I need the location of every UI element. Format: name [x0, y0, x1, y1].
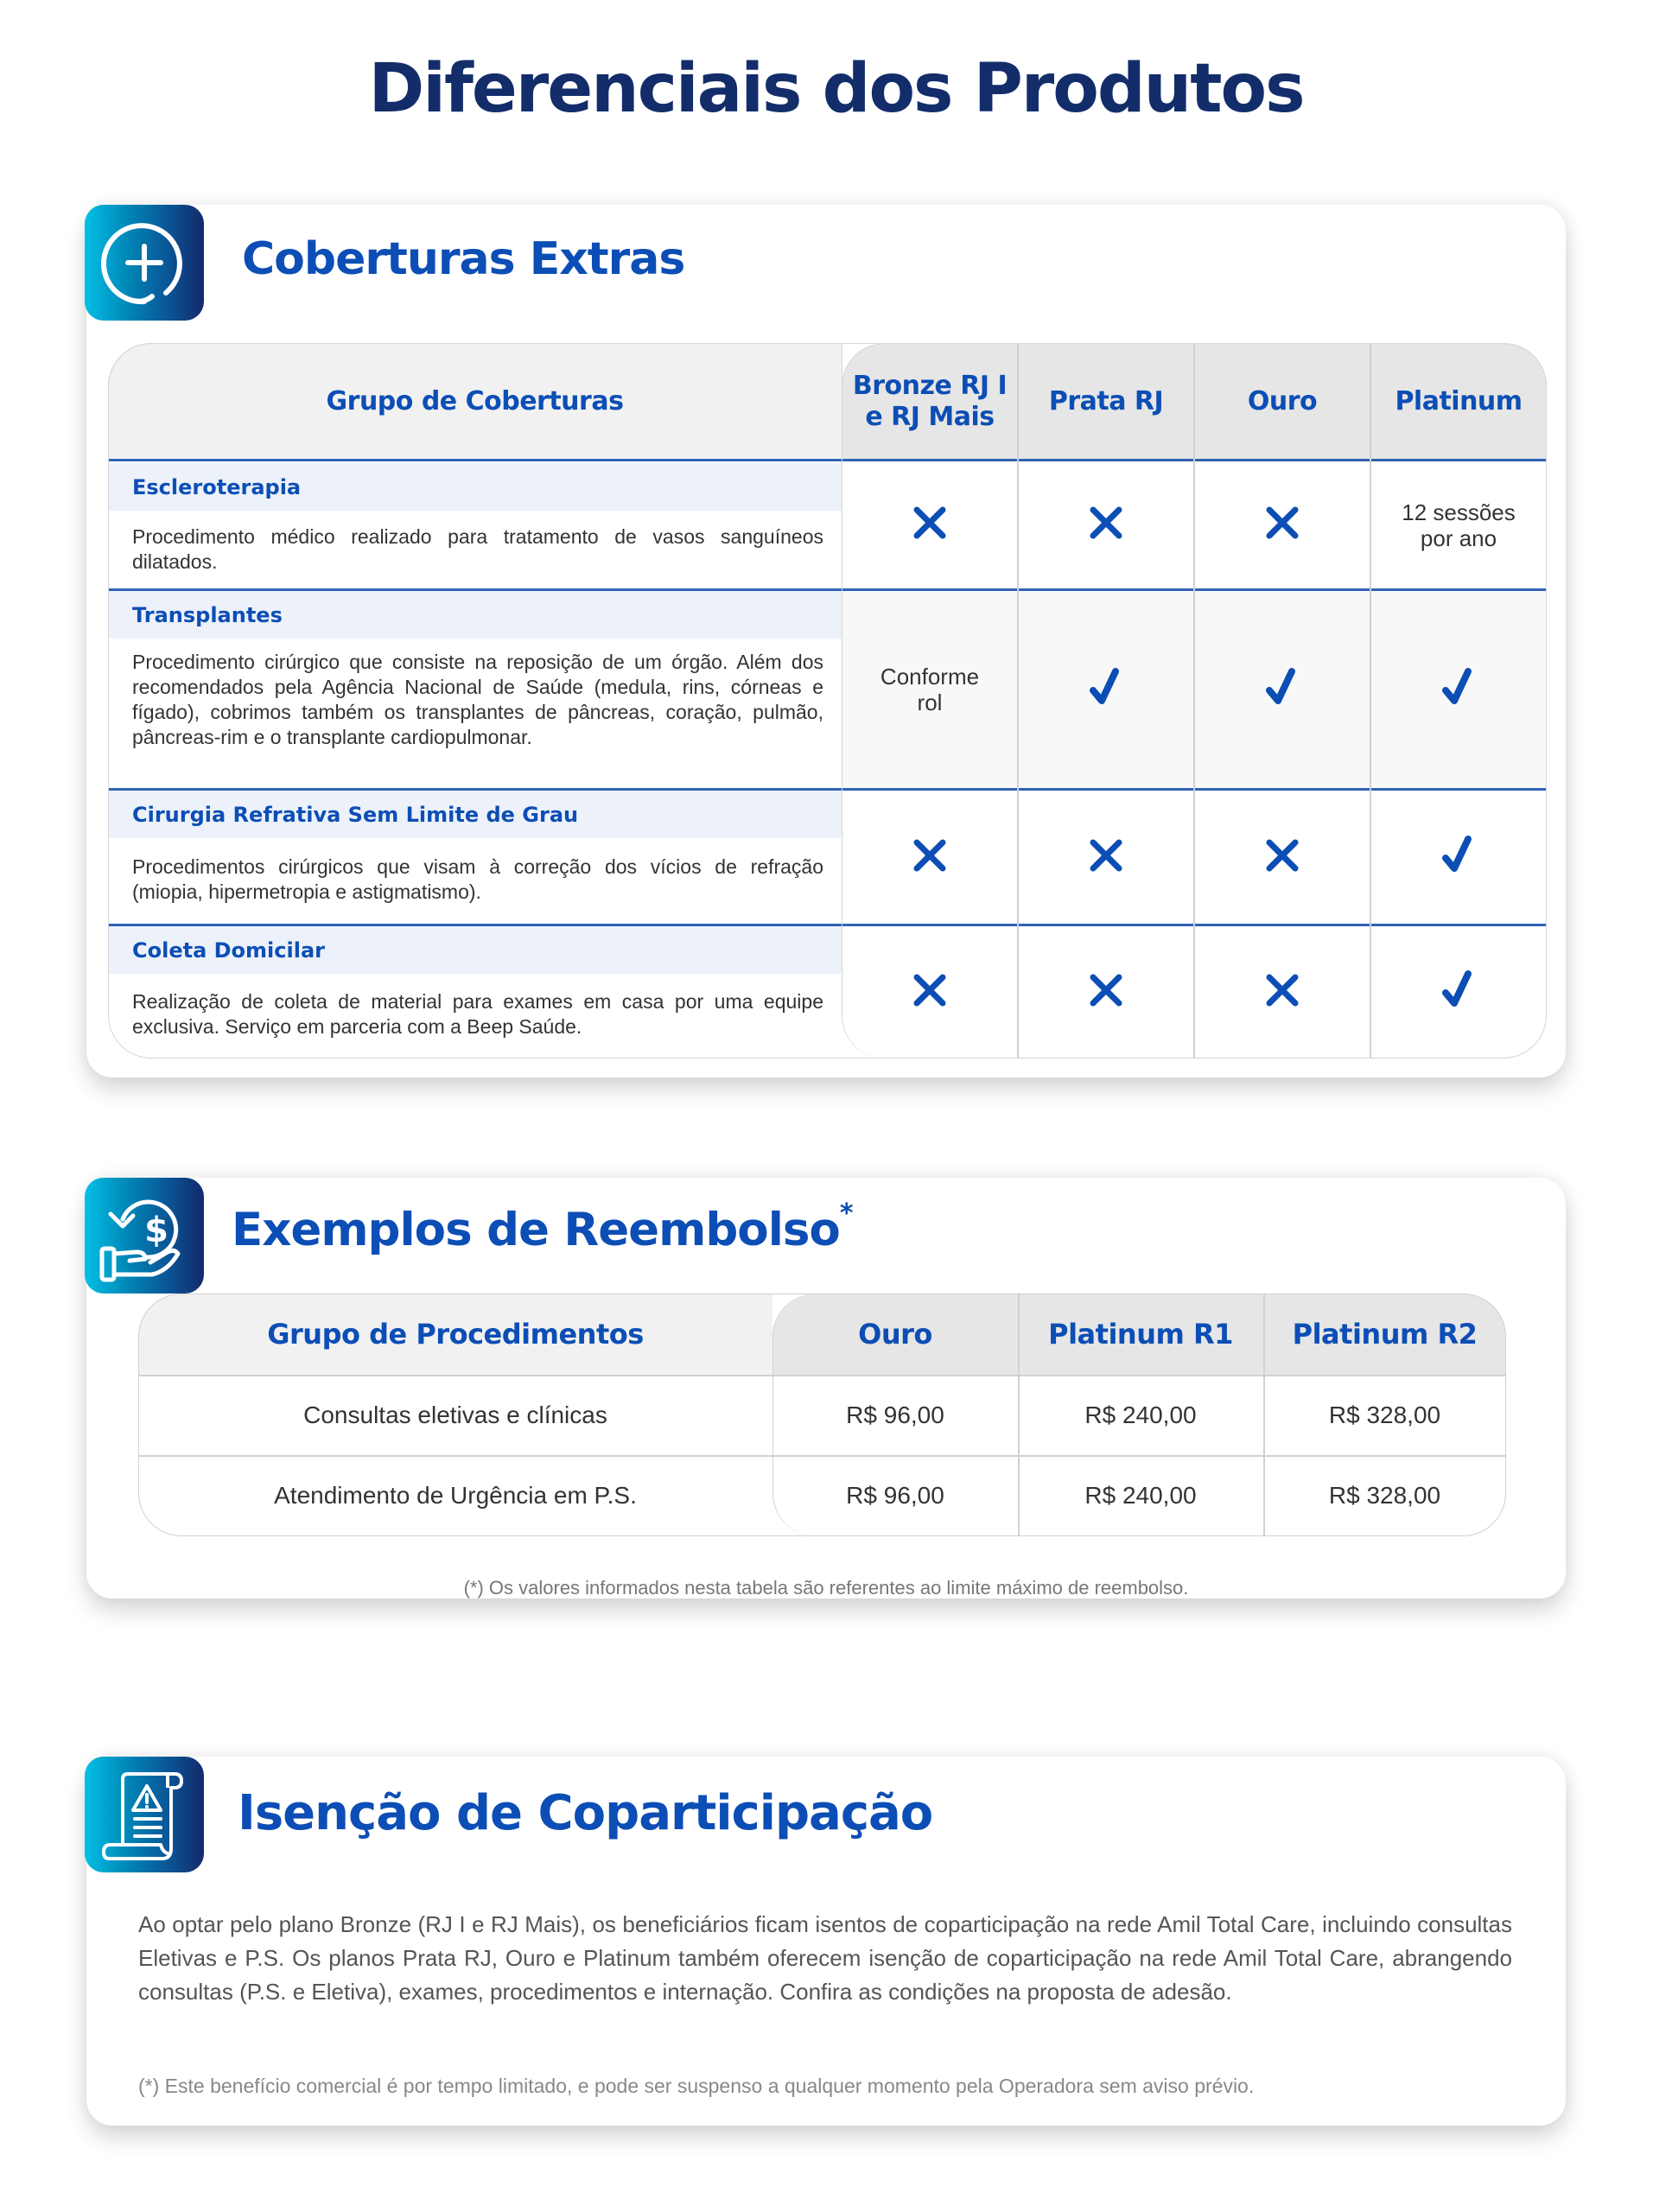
divider	[1370, 343, 1371, 1058]
row-label: Atendimento de Urgência em P.S.	[274, 1482, 637, 1509]
divider	[138, 1375, 1506, 1376]
coverage-cell	[1194, 591, 1370, 788]
header-plan-ouro: Ouro	[1247, 386, 1318, 416]
page-title: Diferenciais dos Produtos	[368, 50, 1304, 128]
plus-circle-icon	[85, 205, 204, 321]
check-icon	[1439, 836, 1478, 880]
isencao-coparticipacao-card	[86, 1757, 1566, 2126]
money-hand-icon	[85, 1178, 204, 1294]
value-cell: R$ 328,00	[1328, 1482, 1441, 1509]
coverage-cell	[1018, 926, 1194, 1058]
check-icon	[1086, 668, 1126, 712]
row-title: Escleroterapia	[108, 463, 842, 511]
header-plan-platinum-r1: Platinum R1	[1048, 1318, 1233, 1351]
coverage-cell	[1194, 926, 1370, 1058]
value-cell: R$ 240,00	[1084, 1482, 1197, 1509]
document-warning-icon	[85, 1757, 204, 1872]
value-cell: R$ 96,00	[846, 1482, 944, 1509]
divider	[108, 924, 1547, 926]
row-description: Procedimentos cirúrgicos que visam à correção dos vícios de refração (miopia, hipermetropia e astigmatismo).	[132, 855, 823, 903]
coverage-cell	[1370, 926, 1547, 1058]
coberturas-extras-card	[86, 205, 1566, 1077]
cross-icon	[910, 970, 950, 1014]
coverage-cell	[1194, 461, 1370, 588]
cross-icon	[910, 503, 950, 547]
cross-icon	[1262, 836, 1302, 880]
footnote-mark: *	[839, 1198, 853, 1229]
check-icon	[1439, 970, 1478, 1014]
row-title: Transplantes	[108, 591, 842, 639]
coverage-cell	[842, 591, 1018, 788]
header-plan-platinum-r2: Platinum R2	[1292, 1318, 1478, 1351]
divider	[1017, 343, 1019, 1058]
value-cell: R$ 240,00	[1084, 1401, 1197, 1428]
svg-text:$: $	[144, 1211, 168, 1250]
cross-icon	[1262, 970, 1302, 1014]
value-cell: R$ 96,00	[846, 1401, 944, 1428]
coverage-cell	[1018, 591, 1194, 788]
header-group-label: Grupo de Coberturas	[326, 386, 624, 416]
divider	[108, 459, 1547, 461]
divider	[108, 588, 1547, 591]
coverage-text: Conforme rol	[880, 664, 980, 715]
row-title: Cirurgia Refrativa Sem Limite de Grau	[108, 791, 842, 838]
coverage-cell	[842, 461, 1018, 588]
coverage-cell	[1018, 461, 1194, 588]
check-icon	[1262, 668, 1302, 712]
row-label: Consultas eletivas e clínicas	[303, 1401, 607, 1428]
card-title	[232, 1198, 853, 1256]
coverage-cell	[1194, 791, 1370, 924]
coverage-cell	[1370, 591, 1547, 788]
row-description: Procedimento cirúrgico que consiste na reposição de um órgão. Além dos recomendados pela Agência Nacional de Saúde (medula, rins, córneas e fígado), cobrimos também os transplantes de pâncreas, coração, pulmão, pâncreas-rim e o transplante cardiopulmonar.	[132, 651, 823, 748]
row-description: Realização de coleta de material para exames em casa por uma equipe exclusiva. Serviço em parceria com a Beep Saúde.	[132, 990, 823, 1038]
divider	[1263, 1294, 1265, 1536]
cross-icon	[1262, 503, 1302, 547]
card-title: Isenção de Coparticipação	[238, 1785, 933, 1841]
coverage-cell	[842, 791, 1018, 924]
reembolso-table	[138, 1294, 1506, 1536]
isencao-body: Ao optar pelo plano Bronze (RJ I e RJ Mais), os beneficiários ficam isentos de coparticipação na rede Amil Total Care, incluindo consultas Eletivas e P.S. Os planos Prata RJ, Ouro e Platinum também oferecem isenção de coparticipação na rede Amil Total Care, abrangendo consultas (P.S. e Eletiva), exames, procedimentos e internação. Confira as condições na proposta de adesão.	[138, 1911, 1512, 2005]
header-plan-ouro: Ouro	[858, 1318, 932, 1351]
row-title: Coleta Domicilar	[108, 926, 842, 974]
coverage-cell	[842, 926, 1018, 1058]
cross-icon	[1086, 970, 1126, 1014]
coverage-cell	[1018, 791, 1194, 924]
footnote: (*) Os valores informados nesta tabela são referentes ao limite máximo de reembolso.	[463, 1577, 1189, 1599]
cross-icon	[1086, 503, 1126, 547]
divider	[108, 788, 1547, 791]
exemplos-reembolso-card	[86, 1178, 1566, 1599]
coberturas-table	[108, 343, 1547, 1058]
row-description: Procedimento médico realizado para tratamento de vasos sanguíneos dilatados.	[132, 525, 823, 573]
header-plan-platinum: Platinum	[1395, 386, 1523, 416]
header-group-label: Grupo de Procedimentos	[267, 1318, 644, 1351]
divider	[1193, 343, 1195, 1058]
cross-icon	[910, 836, 950, 880]
coverage-text: 12 sessões por ano	[1402, 499, 1516, 551]
card-title: Coberturas Extras	[242, 233, 685, 285]
divider	[138, 1455, 1506, 1457]
cross-icon	[1086, 836, 1126, 880]
footnote: (*) Este benefício comercial é por tempo limitado, e pode ser suspenso a qualquer momento pela Operadora sem aviso prévio.	[138, 2075, 1255, 2097]
check-icon	[1439, 668, 1478, 712]
value-cell: R$ 328,00	[1328, 1401, 1441, 1428]
divider	[1018, 1294, 1020, 1536]
coverage-cell	[1370, 791, 1547, 924]
header-plan-prata: Prata RJ	[1048, 386, 1164, 416]
coverage-cell	[1370, 461, 1547, 588]
header-plan-bronze: Bronze RJ I e RJ Mais	[852, 371, 1008, 432]
card-title-text: Exemplos de Reembolso	[232, 1204, 840, 1256]
